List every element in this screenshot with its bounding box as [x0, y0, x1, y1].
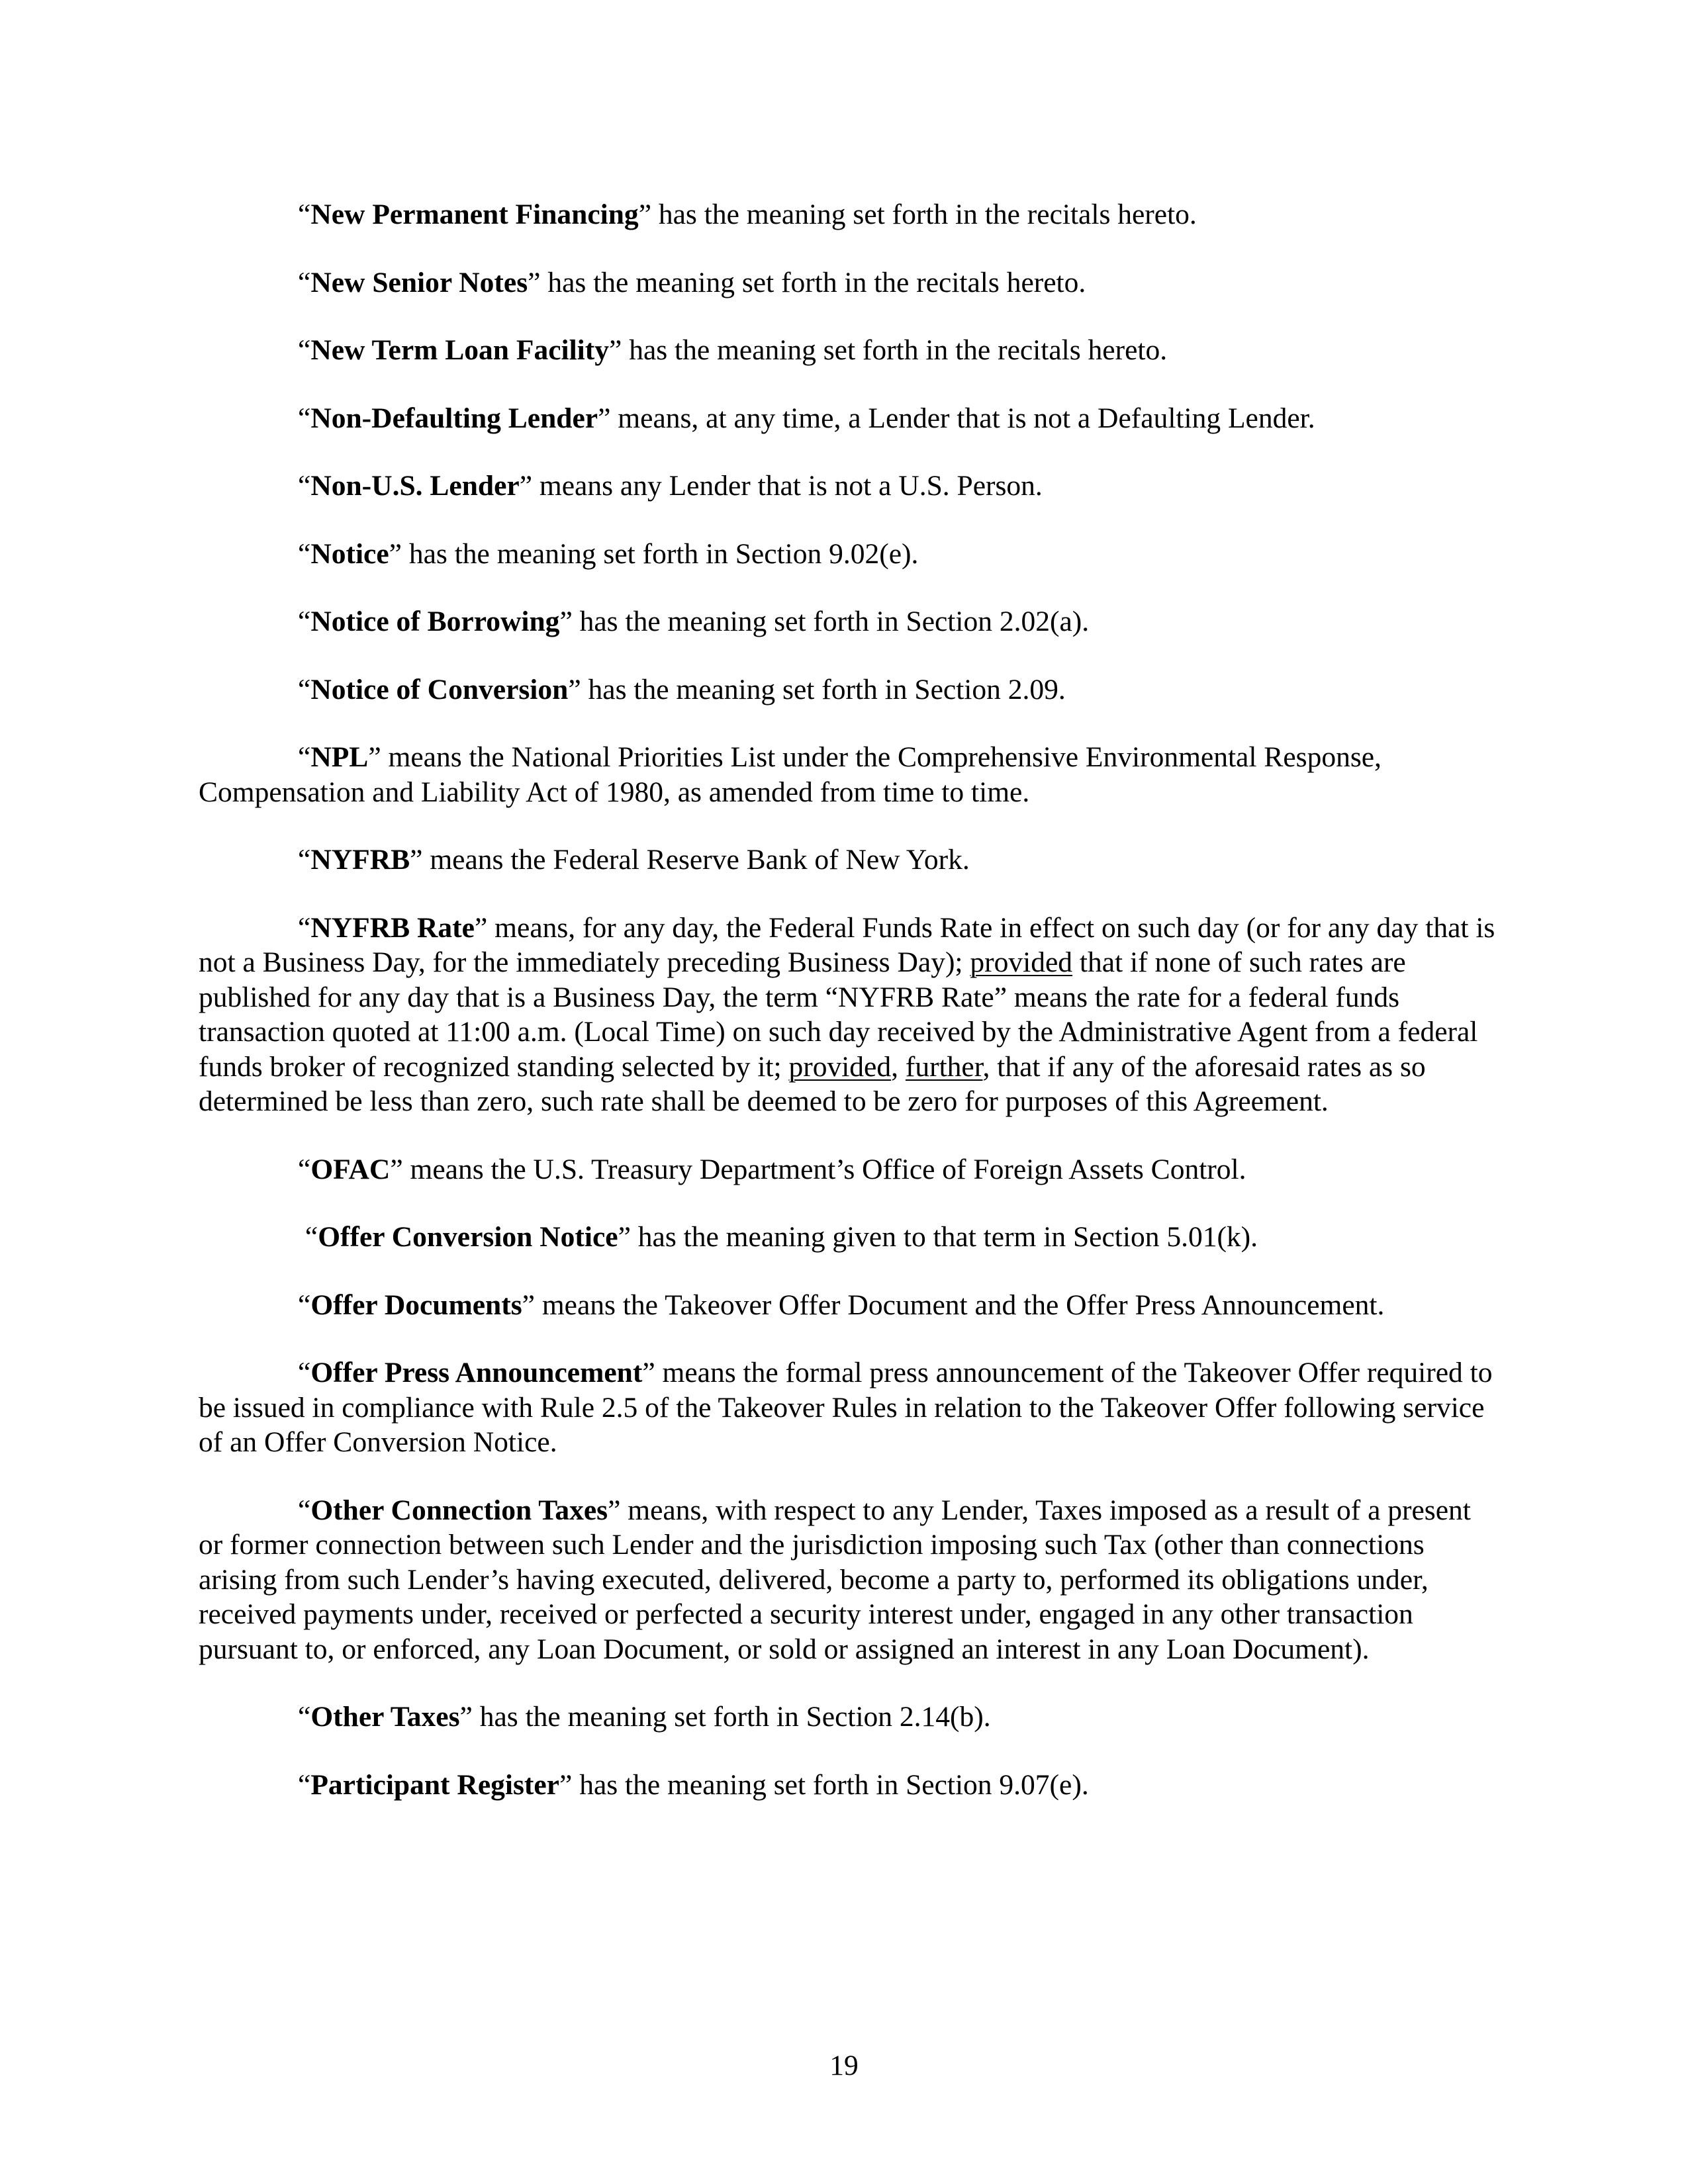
underlined-proviso: provided	[970, 946, 1073, 978]
definition-text: has the meaning set forth in Section 2.02(a).	[572, 606, 1090, 637]
defined-term: Offer Press Announcement	[310, 1357, 643, 1388]
defined-term: Notice of Borrowing	[310, 606, 560, 637]
definition-text: that if none of such rates are published for any day that is a Business Day, the term “NYFRB Rate” means the rate for a federal funds transaction quoted at 11:00 a.m. (Local Time) on such day received by the Administrative Agent from a federal funds broker of recognized standing selected by it;	[199, 946, 1478, 1083]
definition-text: means, at any time, a Lender that is not a Defaulting Lender.	[610, 402, 1315, 434]
definition-text: , that if any of the aforesaid rates as so determined be less than zero, such rate shall be deemed to be zero for purposes of this Agreement.	[199, 1050, 1426, 1117]
definitions-list	[199, 197, 1496, 1835]
definition-ofac: “OFAC” means the U.S. Treasury Department’s Office of Foreign Assets Control.	[298, 1153, 1246, 1185]
defined-term: NYFRB Rate	[310, 911, 475, 944]
definition-participant-register: “Participant Register” has the meaning set forth in Section 9.07(e).	[298, 1768, 1089, 1801]
defined-term: Other Taxes	[310, 1701, 460, 1733]
definition-text: means the National Priorities List under the Comprehensive Environmental Response, Compensation and Liability Act of 1980, as amended from time to time.	[199, 741, 1382, 808]
definition-text: means the Federal Reserve Bank of New York.	[422, 844, 970, 876]
defined-term: Offer Documents	[310, 1289, 522, 1321]
definition-text: has the meaning set forth in the recitals hereto.	[622, 334, 1168, 366]
definition-text: has the meaning set forth in Section 9.02(e).	[401, 537, 919, 570]
definition-notice-of-borrowing: “Notice of Borrowing” has the meaning set forth in Section 2.02(a).	[298, 606, 1090, 637]
defined-term: OFAC	[310, 1153, 391, 1185]
definition-text: has the meaning given to that term in Section 5.01(k).	[630, 1221, 1258, 1253]
definition-text: has the meaning set forth in Section 2.14(b).	[472, 1701, 991, 1733]
defined-term: NYFRB	[310, 844, 410, 876]
definition-new-permanent-financing: “New Permanent Financing” has the meaning set forth in the recitals hereto.	[298, 199, 1197, 230]
definition-text: means the U.S. Treasury Department’s Office of Foreign Assets Control.	[402, 1153, 1246, 1185]
defined-term: Non-Defaulting Lender	[310, 402, 598, 434]
definition-offer-documents: “Offer Documents” means the Takeover Offer Document and the Offer Press Announcement.	[298, 1289, 1385, 1321]
definition-new-senior-notes: “New Senior Notes” has the meaning set forth in the recitals hereto.	[298, 266, 1086, 298]
defined-term: New Permanent Financing	[310, 199, 639, 230]
separator-text: ,	[891, 1050, 906, 1083]
definition-non-us-lender: “Non-U.S. Lender” means any Lender that is not a U.S. Person.	[298, 470, 1043, 502]
definition-text: has the meaning set forth in the recitals hereto.	[651, 199, 1197, 230]
definition-npl: “NPL” means the National Priorities List under the Comprehensive Environmental Response, Compensation and Liability Act of 1980, as amended from time to time.	[199, 741, 1382, 808]
definition-text: means the Takeover Offer Document and the Offer Press Announcement.	[534, 1289, 1385, 1321]
defined-term: Participant Register	[310, 1768, 559, 1801]
defined-term: New Term Loan Facility	[310, 334, 609, 366]
definition-nyfrb-rate: “NYFRB Rate” means, for any day, the Federal Funds Rate in effect on such day (or for any day that is not a Business Day, for the immediately preceding Business Day); provided that if none of such rates are published for any day that is a Business Day, the term “NYFRB Rate” means the rate for a federal funds transaction quoted at 11:00 a.m. (Local Time) on such day received by the Administrative Agent from a federal funds broker of recognized standing selected by it; provided, further, that if any of the aforesaid rates as so determined be less than zero, such rate shall be deemed to be zero for purposes of this Agreement.	[199, 911, 1495, 1117]
definition-text: has the meaning set forth in Section 2.09.	[581, 673, 1066, 705]
defined-term: NPL	[310, 741, 369, 773]
defined-term: Notice of Conversion	[310, 673, 569, 705]
page-number: 19	[829, 2050, 859, 2081]
definition-text: means the formal press announcement of the Takeover Offer required to be issued in compliance with Rule 2.5 of the Takeover Rules in relation to the Takeover Offer following service of an Offer Conversion Notice.	[199, 1357, 1493, 1458]
definition-text: has the meaning set forth in Section 9.07(e).	[572, 1768, 1089, 1801]
definition-notice: “Notice” has the meaning set forth in Section 9.02(e).	[298, 537, 919, 570]
definition-text: means any Lender that is not a U.S. Person.	[532, 470, 1043, 502]
definition-text: means, for any day, the Federal Funds Rate in effect on such day (or for any day that is not a Business Day, for the immediately preceding Business Day);	[199, 911, 1495, 978]
defined-term: Other Connection Taxes	[310, 1494, 608, 1526]
definition-text: has the meaning set forth in the recitals hereto.	[540, 266, 1086, 298]
definition-notice-of-conversion: “Notice of Conversion” has the meaning set forth in Section 2.09.	[298, 673, 1066, 705]
definition-offer-press-announcement: “Offer Press Announcement” means the formal press announcement of the Takeover Offer required to be issued in compliance with Rule 2.5 of the Takeover Rules in relation to the Takeover Offer following service of an Offer Conversion Notice.	[199, 1357, 1493, 1458]
definition-offer-conversion-notice: “Offer Conversion Notice” has the meaning given to that term in Section 5.01(k).	[305, 1221, 1258, 1253]
definition-text: means, with respect to any Lender, Taxes imposed as a result of a present or former connection between such Lender and the jurisdiction imposing such Tax (other than connections arising from such Lender’s having executed, delivered, become a party to, performed its obligations under, received payments under, received or perfected a security interest under, engaged in any other transaction pursuant to, or enforced, any Loan Document, or sold or assigned an interest in any Loan Document).	[199, 1494, 1471, 1665]
defined-term: Notice	[310, 537, 389, 570]
definition-other-taxes: “Other Taxes” has the meaning set forth in Section 2.14(b).	[298, 1701, 991, 1733]
underlined-proviso: further	[905, 1050, 983, 1083]
definition-other-connection-taxes: “Other Connection Taxes” means, with respect to any Lender, Taxes imposed as a result of a present or former connection between such Lender and the jurisdiction imposing such Tax (other than connections arising from such Lender’s having executed, delivered, become a party to, performed its obligations under, received payments under, received or perfected a security interest under, engaged in any other transaction pursuant to, or enforced, any Loan Document, or sold or assigned an interest in any Loan Document).	[199, 1494, 1471, 1665]
definition-nyfrb: “NYFRB” means the Federal Reserve Bank of New York.	[298, 844, 970, 876]
definition-non-defaulting-lender: “Non-Defaulting Lender” means, at any time, a Lender that is not a Defaulting Lender.	[298, 402, 1315, 434]
defined-term: Offer Conversion Notice	[318, 1221, 618, 1253]
underlined-proviso: provided	[788, 1050, 892, 1083]
definition-new-term-loan-facility: “New Term Loan Facility” has the meaning set forth in the recitals hereto.	[298, 334, 1168, 366]
defined-term: Non-U.S. Lender	[310, 470, 520, 502]
defined-term: New Senior Notes	[310, 266, 528, 298]
